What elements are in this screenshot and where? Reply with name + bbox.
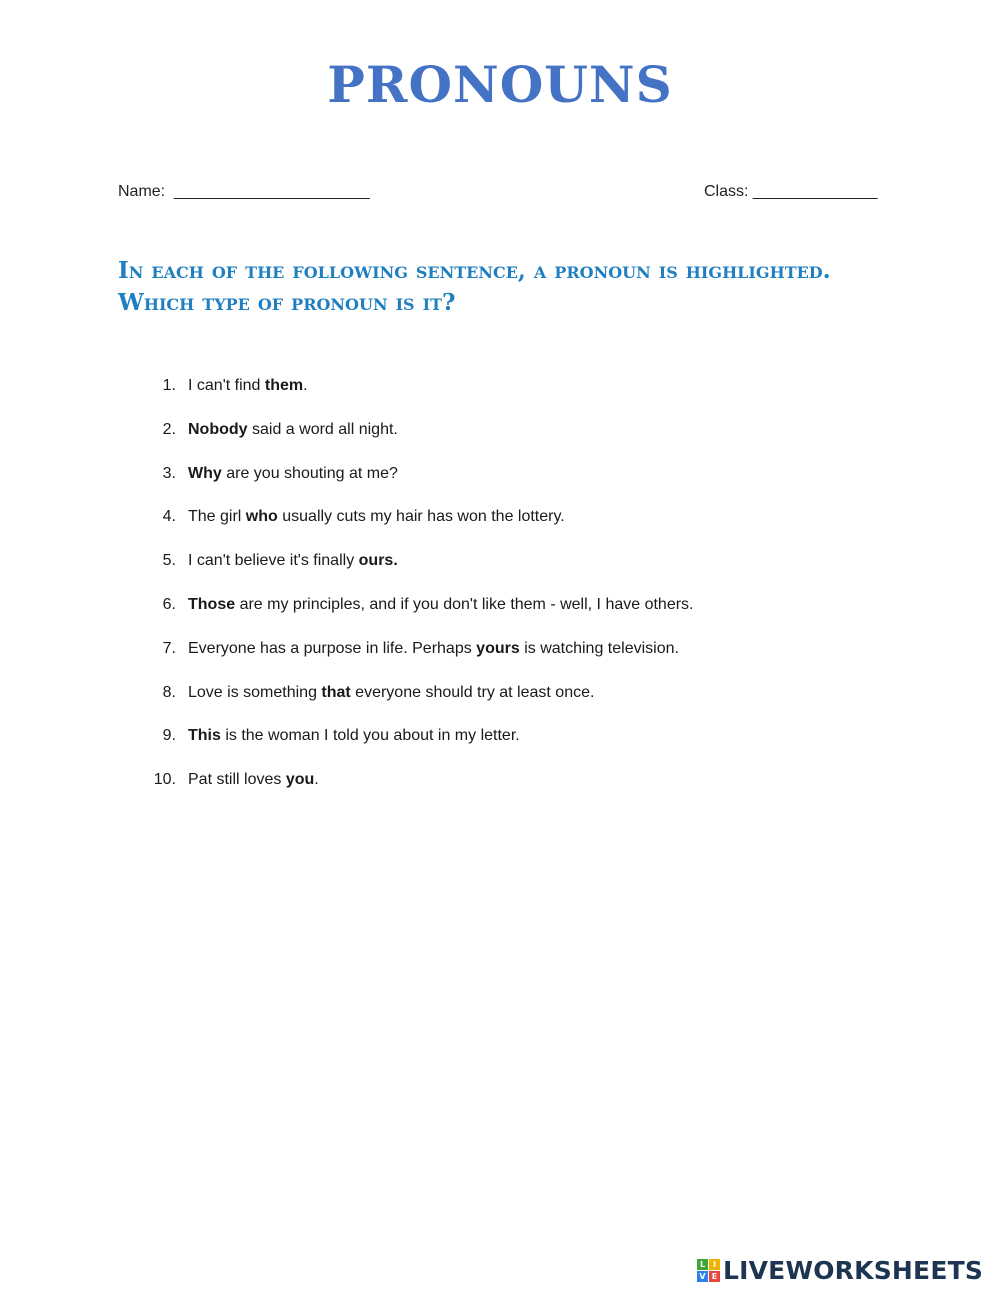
name-field: Name: ______________________ (118, 183, 370, 200)
list-item (140, 769, 900, 813)
highlighted-pronoun: Nobody (188, 420, 248, 438)
highlighted-pronoun: ours. (358, 552, 398, 570)
item-sentence: Love is something that everyone should try at least once. (188, 683, 595, 701)
logo-block: L (697, 1259, 708, 1270)
item-sentence: The girl who usually cuts my hair has won the lottery. (188, 508, 565, 526)
instruction-heading: In each of the following sentence, a pronoun is highlighted. Which type of pronoun is it? (118, 257, 831, 316)
highlighted-pronoun: you (285, 771, 315, 789)
item-sentence: Everyone has a purpose in life. Perhaps yours is watching television. (188, 639, 679, 657)
list-item (140, 725, 900, 769)
list-item (140, 638, 900, 682)
logo-block: I (709, 1259, 720, 1270)
item-sentence: This is the woman I told you about in my letter. (188, 727, 520, 745)
liveworksheets-logo (697, 1255, 983, 1285)
highlighted-pronoun: This (188, 727, 221, 745)
live-blocks-icon (697, 1259, 720, 1282)
item-number: 7. (162, 639, 176, 657)
worksheet-title: PRONOUNS (327, 55, 673, 114)
item-number: 5. (162, 552, 176, 570)
item-sentence: Pat still loves you. (188, 771, 319, 789)
logo-block: E (709, 1271, 720, 1282)
item-number: 6. (162, 595, 176, 613)
item-number: 3. (162, 464, 176, 482)
highlighted-pronoun: who (245, 508, 278, 526)
item-sentence: I can't find them. (188, 377, 308, 394)
sentence-list (140, 375, 900, 813)
item-number: 1. (162, 377, 176, 394)
logo-text: LIVEWORKSHEETS (723, 1255, 984, 1285)
class-field: Class: ______________ (704, 183, 878, 200)
list-item (140, 550, 900, 594)
list-item (140, 463, 900, 507)
highlighted-pronoun: that (321, 683, 351, 701)
highlighted-pronoun: Those (188, 595, 236, 613)
list-item (140, 594, 900, 638)
list-item (140, 419, 900, 463)
item-sentence: Those are my principles, and if you don't like them - well, I have others. (188, 595, 694, 613)
item-number: 8. (162, 683, 176, 701)
list-item (140, 506, 900, 550)
item-sentence: Nobody said a word all night. (188, 420, 398, 438)
list-item (140, 375, 900, 419)
item-number: 4. (162, 508, 176, 526)
item-number: 9. (162, 727, 176, 745)
logo-block: V (697, 1271, 708, 1282)
item-sentence: I can't believe it's finally ours. (188, 552, 398, 570)
highlighted-pronoun: Why (188, 464, 222, 482)
list-item (140, 682, 900, 726)
highlighted-pronoun: them (264, 377, 304, 394)
item-sentence: Why are you shouting at me? (188, 464, 398, 482)
highlighted-pronoun: yours (476, 639, 520, 657)
item-number: 2. (162, 420, 176, 438)
item-number: 10. (153, 771, 176, 789)
